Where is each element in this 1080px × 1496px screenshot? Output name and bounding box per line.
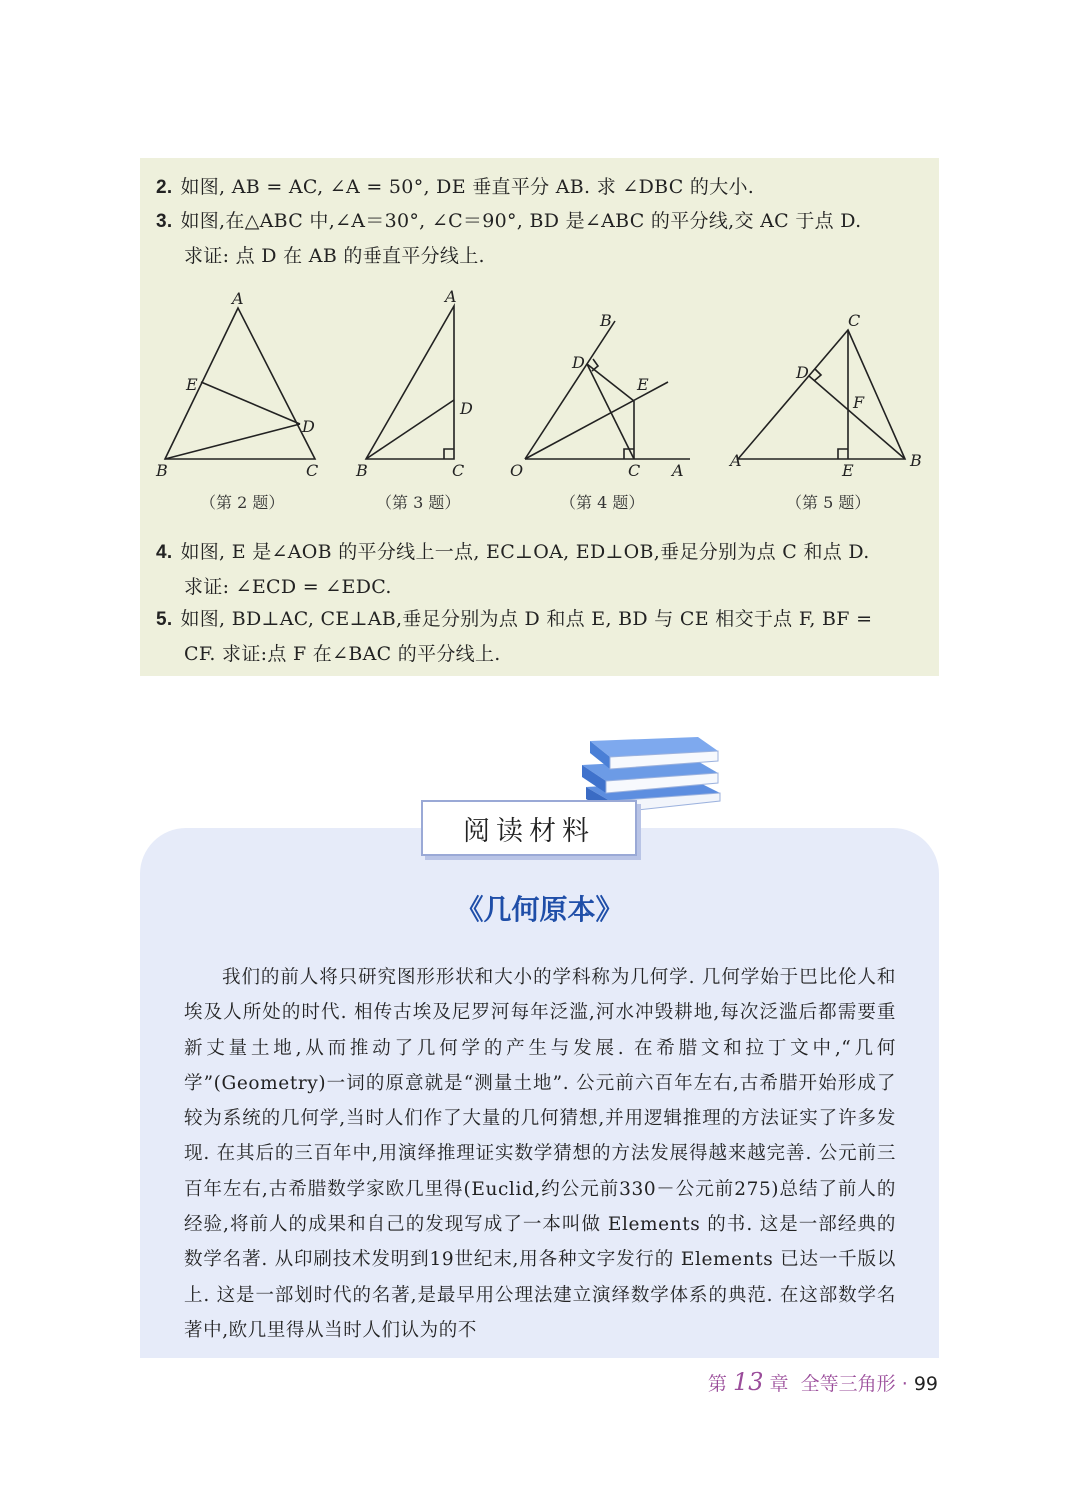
fig2-label-a: A	[232, 289, 244, 308]
page-number: 99	[913, 1373, 938, 1395]
reading-title: 《几何原本》	[455, 893, 624, 926]
problem-text: 如图,在△ABC 中,∠A＝30°, ∠C＝90°, BD 是∠ABC 的平分线,交 AC 于点 D.	[180, 210, 862, 232]
fig5-label-f: F	[853, 393, 865, 412]
problem-3	[156, 204, 921, 273]
reading-badge: 阅读材料	[421, 800, 637, 856]
problem-text: 如图, BD⊥AC, CE⊥AB,垂足分别为点 D 和点 E, BD 与 CE 相交于点 F, BF =	[180, 608, 873, 630]
caption-fig4: （第 4 题）	[560, 493, 645, 512]
fig3-label-c: C	[452, 461, 465, 480]
caption-fig5: （第 5 题）	[786, 493, 871, 512]
page-separator: ·	[901, 1373, 908, 1395]
fig5-label-b: B	[910, 451, 922, 470]
problem-number: 4.	[156, 542, 173, 563]
fig4-label-d: D	[572, 353, 585, 372]
reading-body: 我们的前人将只研究图形形状和大小的学科称为几何学. 几何学始于巴比伦人和埃及人所处的时代. 相传古埃及尼罗河每年泛滥,河水冲毁耕地,每次泛滥后都需要重新丈量土地,从而推动了几何学的产生与发展. 在希腊文和拉丁文中,“几何学”(Geometry)一词的原意就是“测量土地”. 公元前六百年左右,古希腊开始形成了较为系统的几何学,当时人们作了大量的几何猜想,并用逻辑推理的方法证实了许多发现. 在其后的三百年中,用演绎推理证实数学猜想的方法发展得越来越完善. 公元前三百年左右,古希腊数学家欧几里得(Euclid,约公元前330－公元前275)总结了前人的经验,将前人的成果和自己的发现写成了一本叫做 Elements 的书. 这是一部经典的数学名著. 从印刷技术发明到19世纪末,用各种文字发行的 Elements 已达一千版以上. 这是一部划时代的名著,是最早用公理法建立演绎数学体系的典范. 在这部数学名著中,欧几里得从当时人们认为的不	[184, 967, 896, 1341]
fig4-label-b: B	[600, 311, 612, 330]
problem-text-cont: CF. 求证:点 F 在∠BAC 的平分线上.	[184, 643, 501, 665]
fig2-label-b: B	[156, 461, 168, 480]
fig4-label-a: A	[672, 461, 684, 480]
problem-5	[156, 602, 921, 671]
fig5-label-d: D	[796, 363, 809, 382]
figures	[140, 286, 939, 516]
problem-number: 2.	[156, 177, 173, 198]
fig4-label-o: O	[510, 461, 524, 480]
fig5-label-a: A	[730, 451, 742, 470]
problem-2	[156, 170, 921, 205]
chapter-prefix: 第	[707, 1373, 727, 1395]
problem-text: 如图, AB = AC, ∠A = 50°, DE 垂直平分 AB. 求 ∠DBC 的大小.	[180, 176, 755, 198]
problem-text: 如图, E 是∠AOB 的平分线上一点, EC⊥OA, ED⊥OB,垂足分别为点 C 和点 D.	[180, 541, 870, 563]
fig4-label-c: C	[628, 461, 641, 480]
fig2-label-d: D	[302, 417, 315, 436]
problem-4	[156, 535, 921, 604]
figure-3	[366, 306, 454, 459]
caption-fig2: （第 2 题）	[200, 493, 285, 512]
fig4-label-e: E	[637, 375, 649, 394]
figure-5	[738, 330, 905, 459]
caption-fig3: （第 3 题）	[376, 493, 461, 512]
problem-text-cont: 求证: ∠ECD = ∠EDC.	[184, 576, 392, 598]
fig3-label-a: A	[445, 287, 457, 306]
page-footer	[708, 1368, 938, 1396]
problem-text-cont: 求证: 点 D 在 AB 的垂直平分线上.	[184, 245, 485, 267]
chapter-suffix: 章	[769, 1373, 789, 1395]
chapter-number: 13	[732, 1368, 764, 1396]
fig5-label-c: C	[848, 311, 861, 330]
fig5-label-e: E	[842, 461, 854, 480]
fig2-label-e: E	[186, 375, 198, 394]
fig2-label-c: C	[306, 461, 319, 480]
problem-number: 5.	[156, 609, 173, 630]
chapter-title: 全等三角形	[800, 1373, 896, 1395]
fig3-label-b: B	[356, 461, 368, 480]
fig3-label-d: D	[460, 399, 473, 418]
figure-4	[525, 321, 690, 459]
exercise-box	[140, 158, 939, 676]
problem-number: 3.	[156, 211, 173, 232]
